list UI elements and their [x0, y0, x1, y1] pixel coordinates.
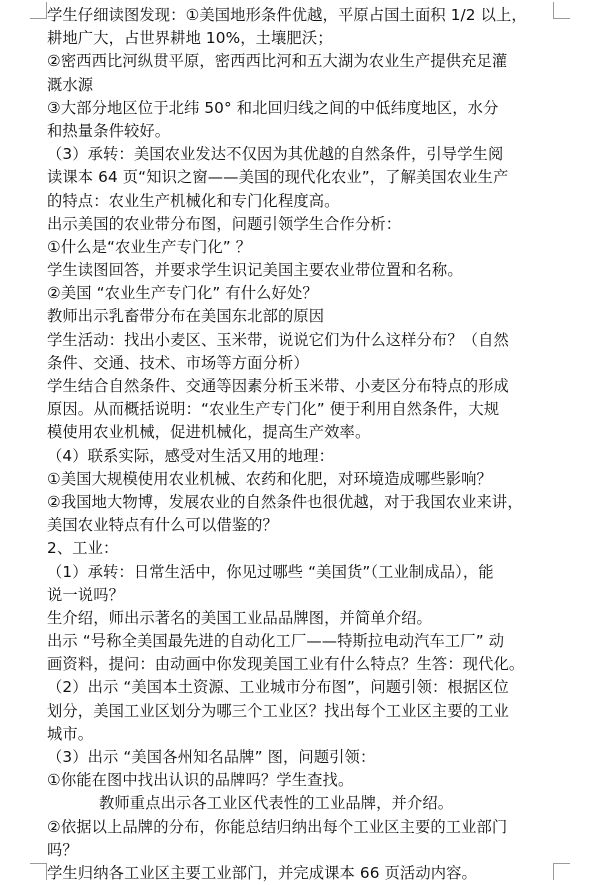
text-line: ②美国 “农业生产专门化” 有什么好处？: [47, 284, 318, 303]
text-line: （3）出示 “美国各州知名品牌” 图，问题引领：: [47, 748, 376, 766]
document-body: [47, 4, 555, 885]
text-line: 生介绍，师出示著名的美国工业品品牌图，并简单介绍。: [47, 608, 432, 627]
text-line: ②我国地大物博，发展农业的自然条件也很优越，对于我国农业来讲，: [47, 492, 523, 511]
text-line: ①你能在图中找出认识的品牌吗？学生查找。: [47, 771, 354, 790]
text-line: （3）承转：美国农业发达不仅因为其优越的自然条件，引导学生阅: [47, 145, 504, 164]
text-line: 读课本 64 页“知识之窗——美国的现代化农业”，了解美国农业生产: [47, 168, 509, 187]
text-line: （1）承转：日常生活中，你见过哪些 “美国货”（工业制成品），能: [47, 562, 494, 581]
text-line: 学生归纳各工业区主要工业部门，并完成课本 66 页活动内容。: [47, 863, 477, 882]
text-line: 出示 “号称全美国最先进的自动化工厂——特斯拉电动汽车工厂” 动: [47, 632, 505, 651]
text-line-indented: 教师重点出示各工业区代表性的工业品牌，并介绍。: [99, 794, 454, 813]
page-corner-mark: [30, 2, 47, 19]
text-line: ①美国大规模使用农业机械、农药和化肥，对环境造成哪些影响？: [47, 469, 492, 488]
text-line: 出示美国的农业带分布图，问题引领学生合作分析：: [47, 214, 402, 233]
text-line: 划分，美国工业区划分为哪三个工业区？找出每个工业区主要的工业: [47, 701, 509, 720]
text-line: 学生结合自然条件、交通等因素分析玉米带、小麦区分布特点的形成: [47, 377, 509, 395]
text-line: ③大部分地区位于北纬 50° 和北回归线之间的中低纬度地区，水分: [47, 98, 499, 117]
text-line: 的特点：农业生产机械化和专门化程度高。: [47, 191, 340, 210]
text-line: 学生仔细读图发现：①美国地形条件优越，平原占国土面积 1/2 以上，: [47, 6, 527, 24]
text-line: 学生活动：找出小麦区、玉米带，说说它们为什么这样分布？（自然: [47, 330, 509, 349]
text-line: （2）出示 “美国本土资源、工业城市分布图”，问题引领：根据区位: [47, 678, 509, 697]
text-line: 说一说吗？: [47, 585, 124, 604]
text-line: 条件、交通、技术、市场等方面分析）: [47, 353, 309, 372]
text-line: 原因。从而概括说明：“农业生产专门化” 便于利用自然条件，大规: [47, 400, 500, 419]
text-line: 和热量条件较好。: [47, 121, 171, 140]
page-corner-mark: [30, 863, 47, 880]
text-line: （4）联系实际，感受对生活又用的地理：: [47, 446, 334, 465]
text-line: 城市。: [47, 724, 94, 743]
page-corner-mark: [553, 2, 570, 19]
text-line: 溉水源: [47, 75, 94, 94]
text-line: 模使用农业机械，促进机械化，提高生产效率。: [47, 423, 371, 442]
text-line: ①什么是“农业生产专门化” ？: [47, 237, 252, 256]
section-heading: 2、工业：: [47, 539, 119, 558]
text-line: ②密西西比河纵贯平原，密西西比河和五大湖为农业生产提供充足灌: [47, 52, 508, 71]
text-line: 学生读图回答，并要求学生识记美国主要农业带位置和名称。: [47, 261, 463, 280]
text-line: 美国农业特点有什么可以借鉴的？: [47, 516, 278, 535]
text-line: 教师出示乳畜带分布在美国东北部的原因: [47, 307, 325, 326]
text-line: ②依据以上品牌的分布，你能总结归纳出每个工业区主要的工业部门: [47, 817, 508, 836]
text-line: 耕地广大，占世界耕地 10%，土壤肥沃；: [47, 29, 333, 48]
page-corner-mark: [553, 863, 570, 880]
text-line: 画资料，提问：由动画中你发现美国工业有什么特点？生答：现代化。: [47, 655, 525, 674]
text-line: 吗？: [47, 840, 78, 859]
